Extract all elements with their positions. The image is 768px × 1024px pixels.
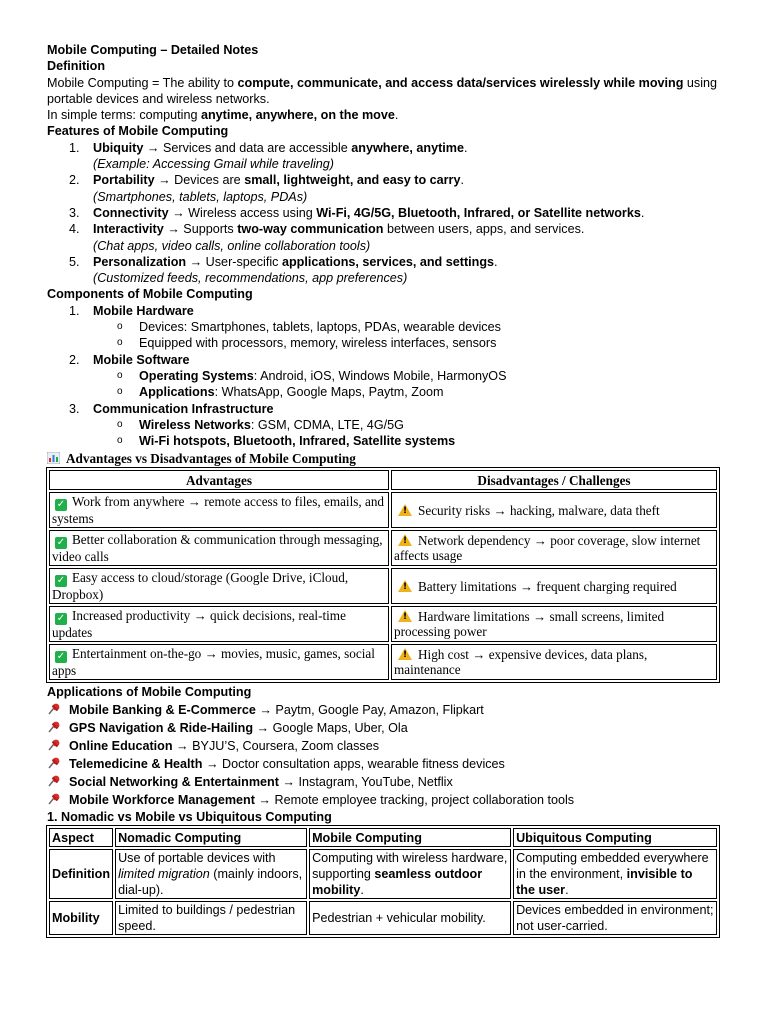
check-mark-icon: ✓ [56,575,66,587]
advantage-cell [49,606,389,642]
warning-icon [398,504,412,516]
disadvantage-cell [391,530,717,566]
feature-name: Ubiquity [93,140,144,155]
check-mark-icon: ✓ [56,651,66,663]
disadvantage-text: Hardware limitations → small screens, limited processing power [394,609,665,640]
component-name: Mobile Hardware [93,303,194,318]
nomadic-text: Use of portable devices with [118,851,276,866]
feature-end: between users, apps, and services. [383,222,585,237]
application-name: Telemedicine & Health [69,756,203,771]
feature-arrow-text: → Services and data are accessible [143,140,352,155]
features-heading: Features of Mobile Computing [47,124,229,139]
circle-bullet-icon: o [117,386,123,398]
advantage-text: Increased productivity → quick decisions, real-time updates [52,608,346,641]
component-name: Communication Infrastructure [93,401,274,416]
ubiquitous-text: Computing embedded everywhere in the environment, [516,851,709,882]
aspect-cell: Mobility [49,901,113,935]
bullet-bold: Applications [139,385,215,400]
advantage-cell [49,644,389,680]
component-item: 2. Mobile Software [69,352,190,367]
table-row [49,901,717,935]
bullet-bold: Wireless Networks [139,417,251,432]
feature-arrow-text: → Wireless access using [168,205,317,220]
aspect-cell: Definition [49,849,113,899]
definition-suffix: using [683,75,718,90]
feature-item: 3. Connectivity → Wireless access using Wi-Fi, 4G/5G, Bluetooth, Infrared, or Satellite networks. [69,205,645,220]
ubiquitous-cell [513,901,717,935]
application-item [47,719,727,737]
mobile-bold: seamless outdoor mobility [312,867,483,898]
circle-bullet-icon: o [117,337,123,349]
warning-icon [398,610,412,622]
advantages-table [46,467,720,683]
component-bullet [47,368,727,384]
disadvantage-cell [391,606,717,642]
feature-example: (Chat apps, video calls, online collaboration tools) [93,238,371,253]
pushpin-icon [47,774,61,788]
nomadic-text: Limited to buildings / pedestrian speed. [118,903,296,934]
ubiquitous-end: . [565,883,569,898]
feature-name: Portability [93,173,155,188]
bullet-bold: Wi-Fi hotspots, Bluetooth, Infrared, Satellite systems [139,434,456,449]
nomadic-cell [115,901,307,935]
check-mark-icon: ✓ [56,613,66,625]
application-text: → Doctor consultation apps, wearable fitness devices [202,756,505,771]
check-mark-icon: ✓ [56,537,66,549]
pushpin-icon [47,720,61,734]
table-header-row [49,828,717,847]
application-text: → Paytm, Google Pay, Amazon, Flipkart [255,702,484,717]
check-mark-icon: ✓ [56,499,66,511]
feature-bold: anywhere, anytime [351,140,464,155]
definition-bold: compute, communicate, and access data/services wirelessly while moving [237,75,684,90]
mobile-cell [309,849,511,899]
component-bullet [47,335,727,351]
applications-list [47,701,727,809]
application-text: → BYJU’S, Coursera, Zoom classes [172,738,380,753]
feature-item: 5. Personalization → User-specific applications, services, and settings. [69,254,498,269]
feature-example: (Example: Accessing Gmail while traveling) [93,157,334,172]
disadvantage-text: High cost → expensive devices, data plans, maintenance [394,647,648,678]
feature-item: 4. Interactivity → Supports two-way communication between users, apps, and services. [69,222,585,237]
applications-heading: Applications of Mobile Computing [47,685,252,700]
application-item [47,773,727,791]
feature-example: (Customized feeds, recommendations, app preferences) [93,271,408,286]
simple-terms-text: In simple terms: computing [47,108,201,123]
application-text: → Google Maps, Uber, Ola [253,720,408,735]
application-name: Social Networking & Entertainment [69,774,279,789]
table-row [49,606,717,642]
header-mobile: Mobile Computing [309,828,511,847]
feature-end: . [640,205,645,220]
definition-text: Mobile Computing = The ability to [47,75,238,90]
application-item [47,791,727,809]
mobile-end: . [360,883,364,898]
advantages-heading-text: Advantages vs Disadvantages of Mobile Computing [66,451,356,467]
pushpin-icon [47,702,61,716]
feature-item: 2. Portability → Devices are small, lightweight, and easy to carry. [69,173,464,188]
pushpin-icon [47,756,61,770]
components-list [47,303,727,450]
simple-terms-end: . [394,108,399,123]
advantage-cell [49,568,389,604]
document-page [47,42,727,938]
component-bullet [47,384,727,400]
header-nomadic: Nomadic Computing [115,828,307,847]
feature-end: . [463,140,468,155]
circle-bullet-icon: o [117,418,123,430]
disadvantage-text: Security risks → hacking, malware, data theft [418,502,660,518]
disadvantage-text: Network dependency → poor coverage, slow internet affects usage [394,533,701,564]
feature-end: . [460,173,464,188]
mobile-cell [309,901,511,935]
comparison-heading: 1. Nomadic vs Mobile vs Ubiquitous Computing [47,809,332,824]
mobile-text: Computing with wireless hardware, supporting [312,851,508,882]
disadvantage-cell [391,644,717,680]
feature-arrow-text: → User-specific [186,254,282,269]
ubiquitous-cell [513,849,717,899]
bullet-text: Equipped with processors, memory, wireless interfaces, sensors [139,336,497,351]
feature-bold: small, lightweight, and easy to carry [244,173,461,188]
disadvantage-cell [391,568,717,604]
table-row [49,530,717,566]
definition-line-1 [47,75,727,91]
bullet-text: : WhatsApp, Google Maps, Paytm, Zoom [214,385,444,400]
component-bullet [47,417,727,433]
page-title: Mobile Computing – Detailed Notes [47,43,259,57]
header-advantages: Advantages [49,470,389,490]
advantage-text: Work from anywhere → remote access to files, emails, and systems [52,494,385,527]
pushpin-icon [47,738,61,752]
table-row [49,492,717,528]
component-bullet [47,433,727,449]
feature-name: Interactivity [93,222,164,237]
warning-icon [398,534,412,546]
ubiquitous-bold: invisible to the user [516,867,693,898]
nomadic-end: (mainly indoors, dial-up). [118,867,303,898]
table-header-row [49,470,717,490]
ubiquitous-text: Devices embedded in environment; not user-carried. [516,903,714,934]
feature-name: Personalization [93,254,187,269]
header-aspect: Aspect [49,828,113,847]
component-item: 3. Communication Infrastructure [69,401,274,416]
application-name: GPS Navigation & Ride-Hailing [69,720,254,735]
feature-bold: applications, services, and settings [281,254,495,269]
components-heading: Components of Mobile Computing [47,287,253,302]
advantage-text: Entertainment on-the-go → movies, music, games, social apps [52,646,375,679]
application-name: Mobile Banking & E-Commerce [69,702,256,717]
header-ubiquitous: Ubiquitous Computing [513,828,717,847]
application-item [47,701,727,719]
comparison-table [46,825,720,938]
application-text: → Remote employee tracking, project collaboration tools [254,792,575,807]
bullet-bold: Operating Systems [139,368,254,383]
bullet-text: Devices: Smartphones, tablets, laptops, PDAs, wearable devices [139,320,501,335]
component-item: 1. Mobile Hardware [69,303,194,318]
definition-line-2: portable devices and wireless networks. [47,91,270,106]
mobile-text: Pedestrian + vehicular mobility. [312,911,486,926]
table-row [49,644,717,680]
advantages-heading [47,450,727,467]
circle-bullet-icon: o [117,369,123,381]
warning-icon [398,580,412,592]
table-row [49,568,717,604]
features-list [47,140,727,287]
circle-bullet-icon: o [117,321,123,333]
definition-heading: Definition [47,59,106,74]
table-row [49,849,717,899]
pushpin-icon [47,792,61,806]
advantage-cell [49,492,389,528]
component-bullet [47,319,727,335]
advantage-text: Easy access to cloud/storage (Google Drive, iCloud, Dropbox) [52,570,349,603]
application-name: Online Education [69,738,173,753]
feature-bold: two-way communication [237,222,384,237]
bullet-text: : GSM, CDMA, LTE, 4G/5G [250,417,404,432]
definition-line-3 [47,107,727,123]
feature-arrow-text: → Supports [163,222,238,237]
simple-terms-bold: anytime, anywhere, on the move [200,108,395,123]
feature-arrow-text: → Devices are [154,173,245,188]
application-item [47,737,727,755]
nomadic-italic: limited migration [118,867,210,882]
application-name: Mobile Workforce Management [69,792,255,807]
application-text: → Instagram, YouTube, Netflix [278,774,453,789]
bar-chart-icon [47,452,60,464]
circle-bullet-icon: o [117,435,123,447]
feature-name: Connectivity [93,205,169,220]
disadvantage-cell [391,492,717,528]
feature-end: . [494,254,498,269]
bullet-text: : Android, iOS, Windows Mobile, HarmonyOS [253,368,507,383]
component-name: Mobile Software [93,352,190,367]
application-item [47,755,727,773]
feature-item: 1. Ubiquity → Services and data are accessible anywhere, anytime. [69,140,468,155]
advantage-cell [49,530,389,566]
advantage-text: Better collaboration & communication through messaging, video calls [52,532,383,565]
feature-bold: Wi-Fi, 4G/5G, Bluetooth, Infrared, or Satellite networks [316,205,641,220]
disadvantage-text: Battery limitations → frequent charging required [418,578,677,594]
feature-example: (Smartphones, tablets, laptops, PDAs) [93,189,308,204]
nomadic-cell [115,849,307,899]
header-disadvantages: Disadvantages / Challenges [391,470,717,490]
warning-icon [398,648,412,660]
